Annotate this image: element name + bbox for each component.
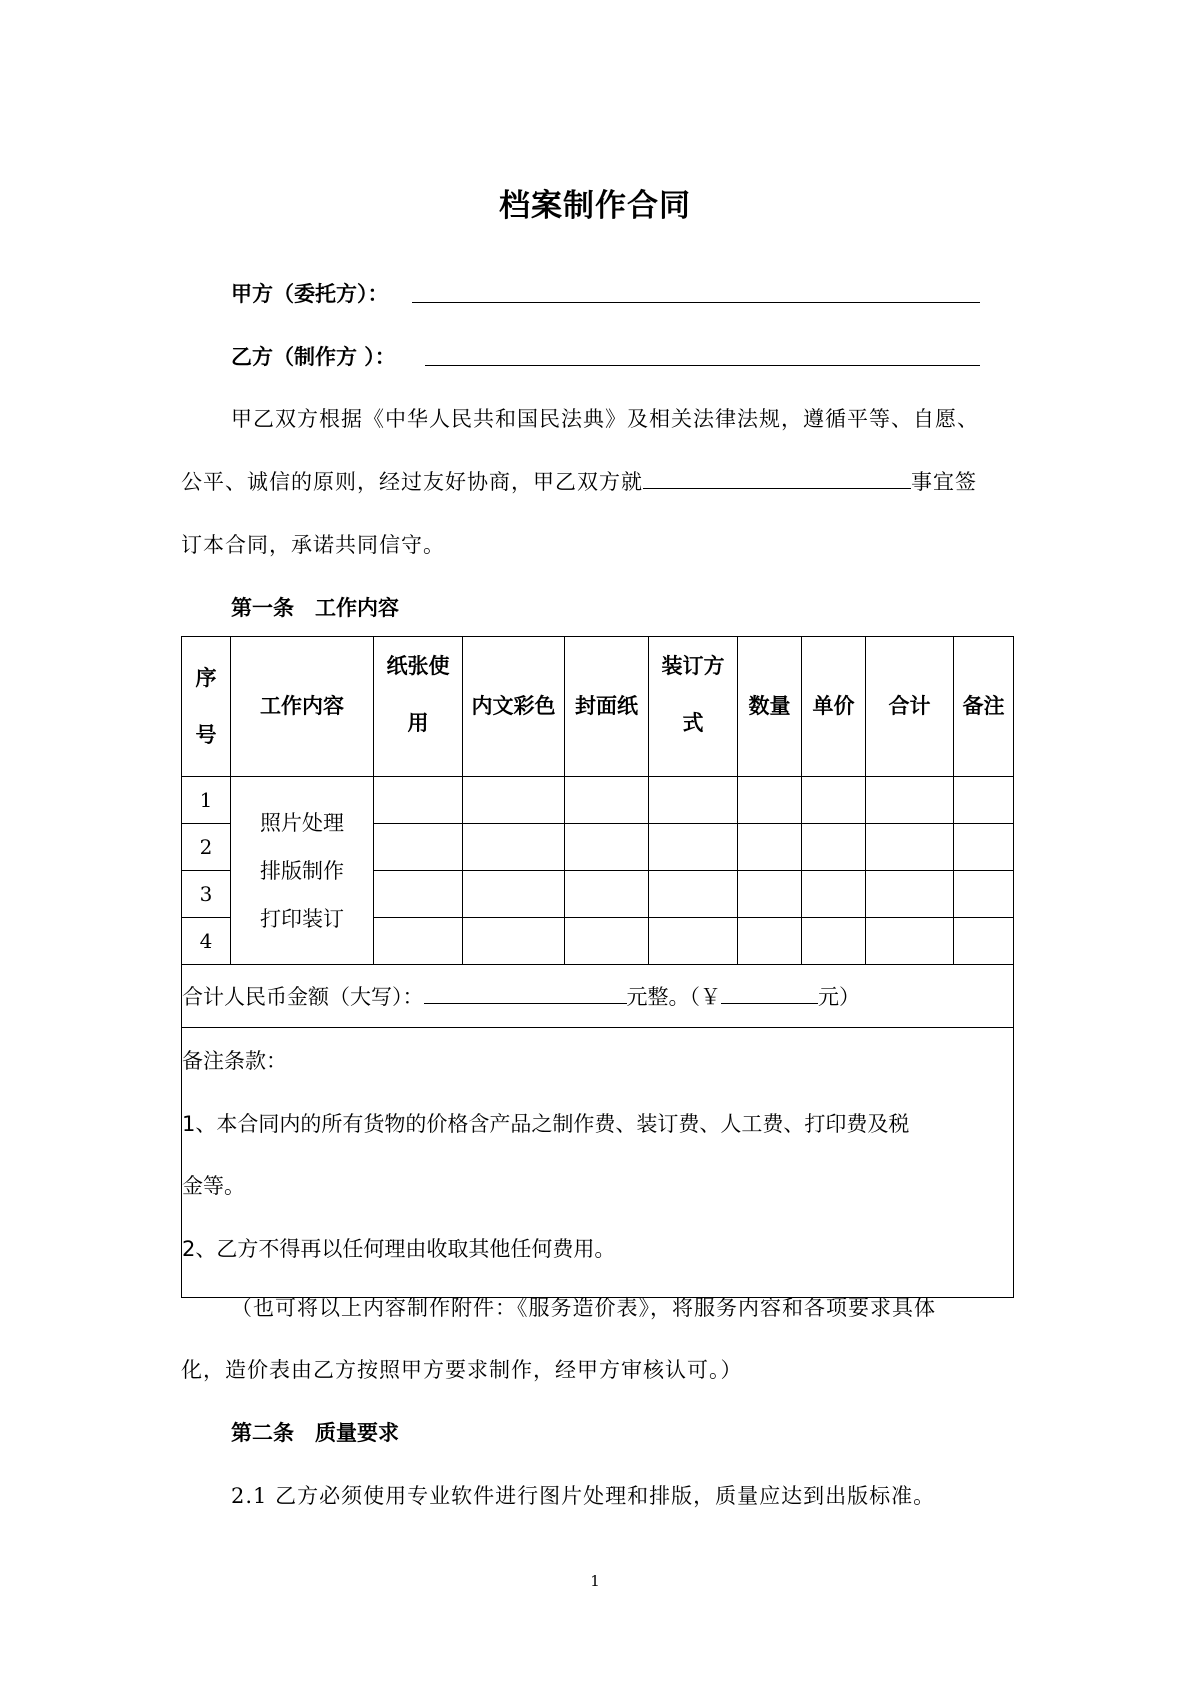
cell-inner-color[interactable]: [463, 824, 565, 871]
amount-words-blank[interactable]: [424, 983, 627, 1004]
header-seq: 序 号: [182, 637, 231, 777]
cell-quantity[interactable]: [738, 824, 802, 871]
cell-quantity[interactable]: [738, 777, 802, 824]
cell-inner-color[interactable]: [463, 871, 565, 918]
row-number: 2: [182, 824, 231, 871]
cell-quantity[interactable]: [738, 871, 802, 918]
clause-number: 2.1: [231, 1484, 268, 1508]
header-total: 合计: [866, 637, 954, 777]
cell-binding[interactable]: [649, 777, 738, 824]
cell-unit-price[interactable]: [802, 871, 866, 918]
work-item: 排版制作: [260, 858, 344, 883]
cell-total[interactable]: [866, 918, 954, 965]
header-remarks: 备注: [954, 637, 1014, 777]
row-number: 3: [182, 871, 231, 918]
header-inner-color: 内文彩色: [463, 637, 565, 777]
cell-cover-paper[interactable]: [565, 824, 649, 871]
article-2-heading: 第二条 质量要求: [231, 1421, 399, 1445]
matter-blank[interactable]: [643, 468, 911, 489]
total-amount-cell: [182, 965, 1014, 1028]
article-1-heading: 第一条 工作内容: [231, 596, 399, 620]
row-number: 1: [182, 777, 231, 824]
cell-binding[interactable]: [649, 824, 738, 871]
cell-cover-paper[interactable]: [565, 777, 649, 824]
cell-unit-price[interactable]: [802, 777, 866, 824]
party-b-blank[interactable]: [425, 365, 980, 366]
clause-text: 乙方必须使用专业软件进行图片处理和排版，质量应达到出版标准。: [275, 1484, 936, 1508]
cell-remarks[interactable]: [954, 824, 1014, 871]
intro-line-2-end: 事宜签: [911, 470, 977, 494]
cell-remarks[interactable]: [954, 871, 1014, 918]
total-amount-row: [182, 965, 1014, 1028]
cell-binding[interactable]: [649, 871, 738, 918]
header-binding: 装订方 式: [649, 637, 738, 777]
notes-row: [182, 1028, 1014, 1298]
cell-paper[interactable]: [374, 918, 463, 965]
intro-line-1: 甲乙双方根据《中华人民共和国民法典》及相关法律法规，遵循平等、自愿、: [231, 407, 979, 431]
party-a-blank[interactable]: [412, 302, 980, 303]
party-b-label: 乙方（制作方 ）：: [231, 345, 396, 369]
cell-binding[interactable]: [649, 918, 738, 965]
cell-paper[interactable]: [374, 871, 463, 918]
cell-quantity[interactable]: [738, 918, 802, 965]
work-items-cell: [231, 777, 374, 965]
note-1: 1、本合同内的所有货物的价格含产品之制作费、装订费、人工费、打印费及税 金等。: [182, 1112, 910, 1198]
table-row: [182, 777, 1014, 824]
cell-remarks[interactable]: [954, 918, 1014, 965]
header-cover-paper: 封面纸: [565, 637, 649, 777]
notes-title: 备注条款：: [182, 1049, 287, 1073]
intro-line-2-start: 公平、诚信的原则，经过友好协商，甲乙双方就: [181, 470, 643, 494]
total-mid: 元整。（￥: [626, 985, 721, 1009]
row-number: 4: [182, 918, 231, 965]
total-end: 元）: [818, 985, 860, 1009]
page-number: 1: [590, 1572, 600, 1590]
header-work-content: 工作内容: [231, 637, 374, 777]
appendix-line-2: 化，造价表由乙方按照甲方要求制作，经甲方审核认可。）: [181, 1358, 743, 1382]
clause-2-1: [231, 1480, 935, 1510]
header-paper: 纸张使 用: [374, 637, 463, 777]
header-quantity: 数量: [738, 637, 802, 777]
intro-line-2: [181, 466, 977, 496]
cell-unit-price[interactable]: [802, 918, 866, 965]
intro-line-3: 订本合同，承诺共同信守。: [181, 533, 445, 557]
cell-cover-paper[interactable]: [565, 871, 649, 918]
header-unit-price: 单价: [802, 637, 866, 777]
table-header-row: [182, 637, 1014, 777]
appendix-line-1: （也可将以上内容制作附件：《服务造价表》，将服务内容和各项要求具体: [231, 1296, 936, 1320]
cell-unit-price[interactable]: [802, 824, 866, 871]
total-label: 合计人民币金额（大写）：: [182, 985, 424, 1009]
notes-cell: [182, 1028, 1014, 1298]
cell-cover-paper[interactable]: [565, 918, 649, 965]
work-item: 照片处理: [260, 810, 344, 835]
amount-figure-blank[interactable]: [721, 983, 818, 1004]
cell-total[interactable]: [866, 824, 954, 871]
work-item: 打印装订: [260, 906, 344, 931]
party-a-label: 甲方（委托方）：: [231, 282, 389, 306]
document-title: 档案制作合同: [499, 188, 691, 224]
cell-paper[interactable]: [374, 777, 463, 824]
work-content-table: [181, 636, 1014, 1298]
cell-inner-color[interactable]: [463, 777, 565, 824]
cell-inner-color[interactable]: [463, 918, 565, 965]
note-2: 2、乙方不得再以任何理由收取其他任何费用。: [182, 1237, 616, 1261]
cell-total[interactable]: [866, 871, 954, 918]
cell-total[interactable]: [866, 777, 954, 824]
cell-paper[interactable]: [374, 824, 463, 871]
cell-remarks[interactable]: [954, 777, 1014, 824]
